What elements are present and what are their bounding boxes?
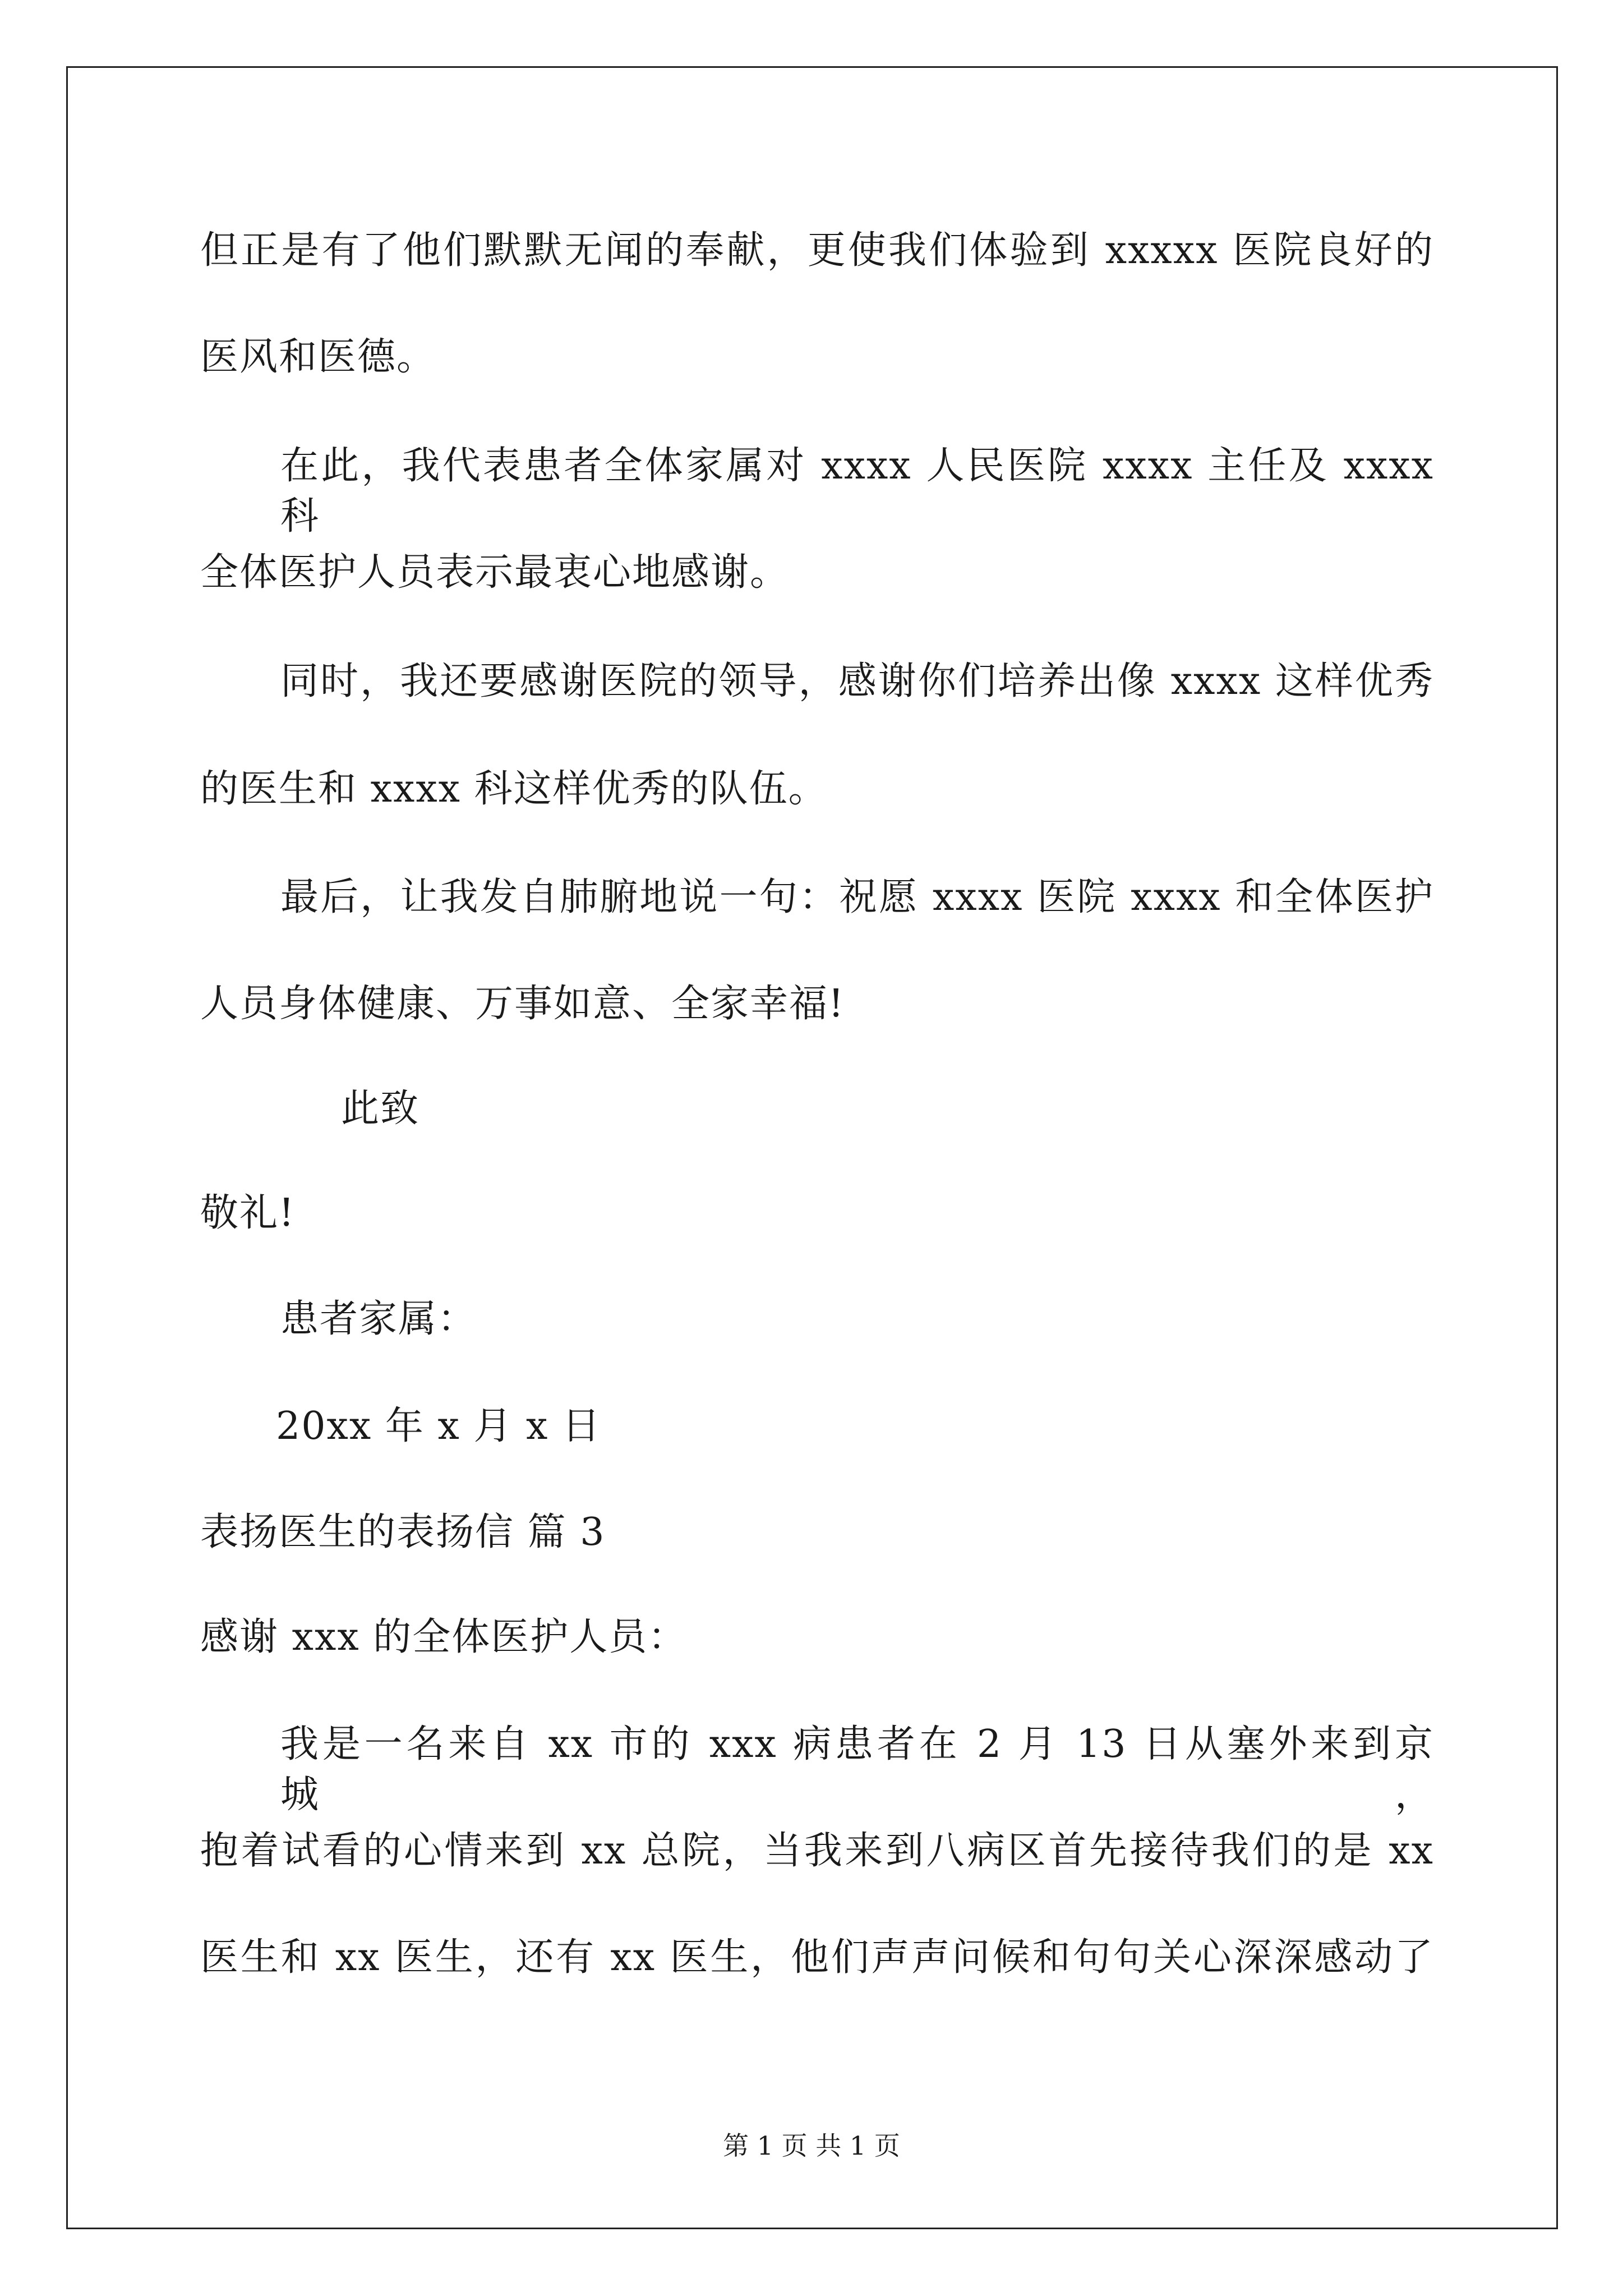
paragraph-line-15: 我是一名来自 xx 市的 xxx 病患者在 2 月 13 日从塞外来到京城，: [280, 1722, 1434, 1817]
closing-salutation: 此致: [341, 1087, 420, 1131]
paragraph-line-6: 的医生和 xxxx 科这样优秀的队伍。: [200, 767, 828, 811]
paragraph-line-7: 最后，让我发自肺腑地说一句：祝愿 xxxx 医院 xxxx 和全体医护: [280, 875, 1434, 919]
letter-date: 20xx 年 x 月 x 日: [276, 1404, 602, 1448]
paragraph-line-1: 但正是有了他们默默无闻的奉献，更使我们体验到 xxxxx 医院良好的: [200, 228, 1434, 273]
paragraph-line-5: 同时，我还要感谢医院的领导，感谢你们培养出像 xxxx 这样优秀: [280, 659, 1434, 703]
paragraph-line-8: 人员身体健康、万事如意、全家幸福!: [200, 982, 845, 1026]
paragraph-line-4: 全体医护人员表示最衷心地感谢。: [200, 550, 790, 595]
signature-label: 患者家属：: [280, 1297, 477, 1341]
paragraph-line-3: 在此，我代表患者全体家属对 xxxx 人民医院 xxxx 主任及 xxxx 科: [280, 444, 1434, 539]
page-footer: 第 1 页 共 1 页: [723, 2131, 900, 2161]
paragraph-line-2: 医风和医德。: [200, 335, 436, 379]
page-border: [66, 66, 1558, 2229]
paragraph-line-16: 抱着试看的心情来到 xx 总院，当我来到八病区首先接待我们的是 xx: [200, 1829, 1434, 1873]
letter-greeting: 感谢 xxx 的全体医护人员：: [200, 1615, 688, 1659]
paragraph-line-17: 医生和 xx 医生，还有 xx 医生，他们声声问候和句句关心深深感动了: [200, 1935, 1434, 1980]
section-heading: 表扬医生的表扬信 篇 3: [200, 1510, 606, 1554]
closing-regards: 敬礼!: [200, 1191, 296, 1235]
